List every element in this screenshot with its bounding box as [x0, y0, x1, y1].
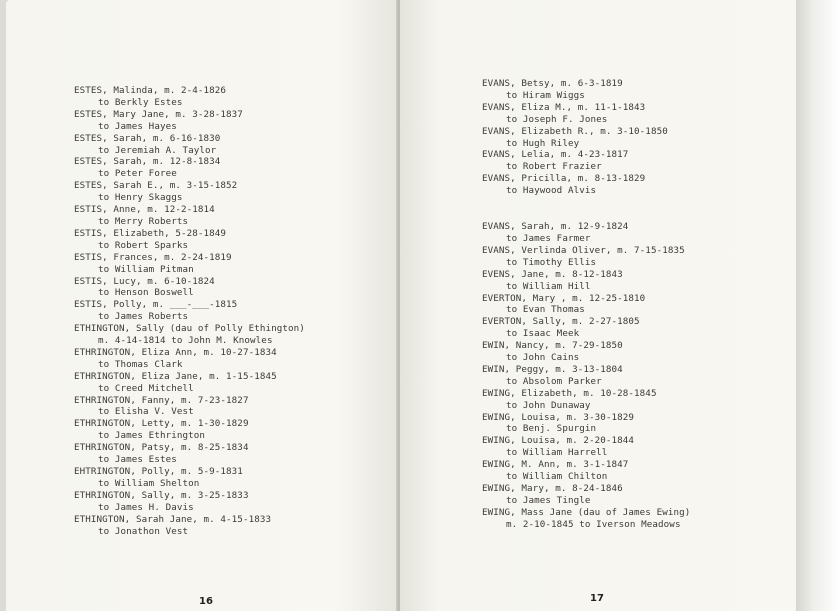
- marriage-entry: [74, 442, 392, 466]
- marriage-entry: [74, 276, 392, 300]
- entry-bride-date: EVERTON, Mary , m. 12-25-1810: [482, 292, 646, 304]
- marriage-entry: [482, 293, 782, 317]
- marriage-entry: [482, 483, 782, 507]
- marriage-entry: [74, 228, 392, 252]
- entry-bride-date: EVANS, Lelia, m. 4-23-1817: [482, 149, 629, 161]
- marriage-entry: [74, 490, 392, 514]
- entry-bride-date: ETHRINGTON, Sally, m. 3-25-1833: [74, 489, 249, 501]
- marriage-entry: [74, 204, 392, 228]
- entry-bride-date: EWIN, Nancy, m. 7-29-1850: [482, 340, 623, 352]
- entry-bride-date: ESTES, Mary Jane, m. 3-28-1837: [74, 108, 243, 120]
- entry-groom: to Henry Skaggs: [98, 192, 183, 204]
- marriage-entry: [74, 156, 392, 180]
- marriage-entry: [482, 435, 782, 459]
- entry-bride-date: EWIN, Peggy, m. 3-13-1804: [482, 363, 623, 375]
- entry-groom: m. 2-10-1845 to Iverson Meadows: [506, 518, 681, 530]
- marriage-entry: [482, 78, 782, 102]
- entry-bride-date: EVANS, Verlinda Oliver, m. 7-15-1835: [482, 244, 685, 256]
- entry-bride-date: ESTIS, Anne, m. 12-2-1814: [74, 204, 215, 216]
- entry-groom: to Hiram Wiggs: [506, 89, 585, 101]
- entry-groom: to Benj. Spurgin: [506, 423, 597, 435]
- marriage-entry: [74, 85, 392, 109]
- entry-groom: to Thomas Clark: [98, 358, 183, 370]
- entry-bride-date: ETHRINGTON, Letty, m. 1-30-1829: [74, 418, 249, 430]
- marriage-entry: [482, 269, 782, 293]
- entry-groom: to Isaac Meek: [506, 328, 580, 340]
- entry-bride-date: ESTIS, Lucy, m. 6-10-1824: [74, 275, 215, 287]
- entry-bride-date: EVERTON, Sally, m. 2-27-1805: [482, 316, 640, 328]
- entry-bride-date: ETHRINGTON, Patsy, m. 8-25-1834: [74, 442, 249, 454]
- marriage-entry: [482, 173, 782, 197]
- entry-groom: to Merry Roberts: [98, 215, 189, 227]
- entry-bride-date: EWING, Mass Jane (dau of James Ewing): [482, 506, 691, 518]
- entry-groom: to Jeremiah A. Taylor: [98, 144, 217, 156]
- entry-bride-date: ESTES, Sarah, m. 12-8-1834: [74, 156, 221, 168]
- marriage-entry: [74, 299, 392, 323]
- entry-bride-date: EVENS, Jane, m. 8-12-1843: [482, 268, 623, 280]
- entry-groom: to Peter Foree: [98, 168, 177, 180]
- entry-groom: to James H. Davis: [98, 501, 194, 513]
- marriage-entry: [74, 347, 392, 371]
- entry-bride-date: ETHRINGTON, Eliza Ann, m. 10-27-1834: [74, 346, 277, 358]
- section-gap: [482, 197, 782, 221]
- entry-bride-date: EWING, Louisa, m. 2-20-1844: [482, 435, 635, 447]
- page-number-left: 16: [199, 596, 213, 607]
- left-marriage-list: [74, 85, 392, 537]
- entry-groom: to Timothy Ellis: [506, 256, 597, 268]
- entry-groom: to James Tingle: [506, 494, 591, 506]
- entry-groom: to Joseph F. Jones: [506, 113, 608, 125]
- marriage-entry: [482, 245, 782, 269]
- marriage-entry: [74, 252, 392, 276]
- marriage-entry: [482, 340, 782, 364]
- entry-bride-date: EHTRINGTON, Polly, m. 5-9-1831: [74, 466, 243, 477]
- entry-bride-date: EVANS, Sarah, m. 12-9-1824: [482, 221, 629, 233]
- entry-groom: to James Farmer: [506, 232, 591, 244]
- entry-groom: to William Hill: [506, 280, 591, 292]
- entry-bride-date: EVANS, Elizabeth R., m. 3-10-1850: [482, 125, 668, 137]
- entry-groom: to Henson Boswell: [98, 287, 194, 299]
- entry-bride-date: ESTIS, Polly, m. ___-___-1815: [74, 299, 238, 311]
- entry-bride-date: ESTIS, Elizabeth, 5-28-1849: [74, 227, 227, 239]
- entry-bride-date: EWING, Elizabeth, m. 10-28-1845: [482, 387, 657, 399]
- marriage-entry: [74, 109, 392, 133]
- entry-bride-date: ESTES, Sarah E., m. 3-15-1852: [74, 180, 238, 192]
- right-marriage-list: [482, 78, 782, 531]
- marriage-entry: [482, 459, 782, 483]
- entry-groom: to Robert Sparks: [98, 239, 189, 251]
- marriage-entry: [482, 102, 782, 126]
- entry-bride-date: EVANS, Pricilla, m. 8-13-1829: [482, 173, 646, 185]
- entry-bride-date: ETHRINGTON, Fanny, m. 7-23-1827: [74, 394, 249, 406]
- entry-groom: m. 4-14-1814 to John M. Knowles: [98, 335, 273, 347]
- entry-groom: to James Roberts: [98, 311, 189, 323]
- marriage-entry: [74, 180, 392, 204]
- marriage-entry: [74, 466, 392, 490]
- entry-groom: to James Estes: [98, 454, 177, 466]
- marriage-entry: [482, 507, 782, 531]
- entry-bride-date: ESTES, Sarah, m. 6-16-1830: [74, 132, 221, 144]
- entry-bride-date: EVANS, Eliza M., m. 11-1-1843: [482, 101, 646, 113]
- entry-groom: to Creed Mitchell: [98, 382, 194, 394]
- entry-groom: to Hugh Riley: [506, 137, 580, 149]
- entry-bride-date: EVANS, Betsy, m. 6-3-1819: [482, 78, 623, 89]
- entry-groom: to Elisha V. Vest: [98, 406, 194, 418]
- entry-groom: to Absolom Parker: [506, 375, 602, 387]
- entry-groom: to Evan Thomas: [506, 304, 585, 316]
- entry-groom: to William Pitman: [98, 263, 194, 275]
- marriage-entry: [482, 221, 782, 245]
- marriage-entry: [482, 149, 782, 173]
- page-edge: [796, 0, 840, 611]
- entry-bride-date: ESTES, Malinda, m. 2-4-1826: [74, 85, 227, 96]
- marriage-entry: [482, 364, 782, 388]
- entry-groom: to William Chilton: [506, 471, 608, 483]
- page-number-right: 17: [590, 593, 604, 604]
- entry-bride-date: ETHRINGTON, Eliza Jane, m. 1-15-1845: [74, 370, 277, 382]
- entry-groom: to William Harrell: [506, 447, 608, 459]
- marriage-entry: [482, 316, 782, 340]
- marriage-entry: [74, 323, 392, 347]
- entry-bride-date: ETHINGTON, Sarah Jane, m. 4-15-1833: [74, 513, 272, 525]
- entry-bride-date: ESTIS, Frances, m. 2-24-1819: [74, 251, 232, 263]
- entry-groom: to Haywood Alvis: [506, 185, 597, 197]
- marriage-entry: [482, 126, 782, 150]
- entry-groom: to James Hayes: [98, 120, 177, 132]
- marriage-entry: [74, 395, 392, 419]
- marriage-entry: [74, 418, 392, 442]
- marriage-entry: [482, 388, 782, 412]
- marriage-entry: [74, 514, 392, 538]
- entry-groom: to James Ethrington: [98, 430, 205, 442]
- entry-groom: to Jonathon Vest: [98, 525, 189, 537]
- entry-groom: to Berkly Estes: [98, 96, 183, 108]
- entry-bride-date: EWING, M. Ann, m. 3-1-1847: [482, 459, 629, 471]
- marriage-entry: [74, 371, 392, 395]
- entry-bride-date: ETHINGTON, Sally (dau of Polly Ethington): [74, 323, 305, 335]
- entry-groom: to John Cains: [506, 352, 580, 364]
- marriage-entry: [482, 412, 782, 436]
- entry-bride-date: EWING, Mary, m. 8-24-1846: [482, 483, 623, 494]
- marriage-entry: [74, 133, 392, 157]
- entry-groom: to John Dunaway: [506, 399, 591, 411]
- entry-groom: to Robert Frazier: [506, 161, 602, 173]
- entry-bride-date: EWING, Louisa, m. 3-30-1829: [482, 411, 635, 423]
- entry-groom: to William Shelton: [98, 477, 200, 489]
